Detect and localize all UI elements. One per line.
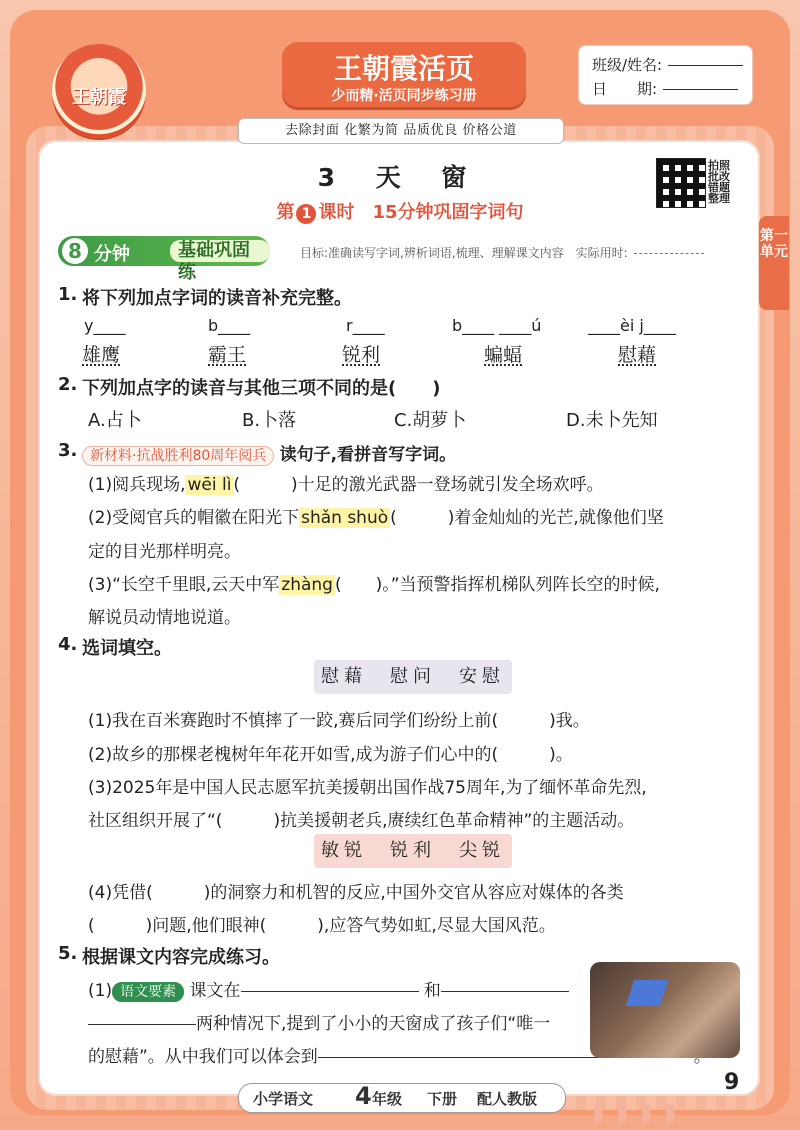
section-target xyxy=(300,244,704,261)
class-name-field[interactable] xyxy=(668,65,743,66)
student-info-box xyxy=(578,45,753,105)
q3-heading xyxy=(82,440,456,465)
q4-number: 4. xyxy=(58,634,78,655)
date-field[interactable] xyxy=(663,89,738,90)
minutes-number: 8 xyxy=(62,238,88,264)
logo-text: 王朝霞 xyxy=(72,87,126,108)
footer-grade-text: 年级 xyxy=(372,1090,403,1108)
q5-blank-2[interactable] xyxy=(441,991,569,992)
q2-option-c[interactable]: C.胡萝卜 xyxy=(394,410,467,431)
q5-line-1: (1) 语文要素 课文在 和 xyxy=(88,976,569,1001)
q2-option-b[interactable]: B.卜落 xyxy=(242,410,297,431)
class-name-row xyxy=(592,54,743,75)
q1-number: 1. xyxy=(58,284,78,305)
footer-edition: 配人教版 xyxy=(477,1090,538,1108)
motto: 去除封面 化繁为简 品质优良 价格公道 xyxy=(238,118,564,144)
lesson-title: 3 天 窗 xyxy=(317,163,483,192)
qr-caption: 拍照批改 错题整理 xyxy=(708,159,730,205)
q4-sentence-3a: (3)2025年是中国人民志愿军抗美援朝出国作战75周年,为了缅怀革命先烈, xyxy=(88,778,647,798)
q3-pinyin-1: wēi lì xyxy=(187,475,232,495)
target-text: 目标:准确读写字词,辨析词语,梳理、理解课文内容 实际用时: xyxy=(300,246,628,260)
q3-line-1: (1)阅兵现场, wēi lì ( )十足的激光武器一登场就引发全场欢呼。 xyxy=(88,475,604,495)
q1-pinyin-3[interactable]: r____ xyxy=(346,316,385,335)
skylight-photo xyxy=(590,962,740,1058)
q5-line-2: 两种情况下,提到了小小的天窗成了孩子们“唯一 xyxy=(88,1009,550,1034)
q5-blank-1[interactable] xyxy=(241,991,419,992)
q1-pinyin-5[interactable]: ____èi j____ xyxy=(588,316,676,335)
q1-pinyin-1[interactable]: y____ xyxy=(84,316,126,335)
actual-time-field[interactable] xyxy=(634,253,704,254)
unit-side-tab: 第一单元 xyxy=(759,216,789,310)
q3-line-5: 解说员动情地说道。 xyxy=(88,608,241,628)
brand-banner xyxy=(282,42,526,110)
q1-word-4: 蝙蝠 xyxy=(484,344,523,366)
q4-title: 选词填空。 xyxy=(82,638,172,659)
q1-pinyin-2[interactable]: b____ xyxy=(208,316,251,335)
q3-title: 读句子,看拼音写字词。 xyxy=(279,445,457,465)
q3-tag: 新材料·抗战胜利80周年阅兵 xyxy=(82,446,274,466)
q3-pinyin-3: zhàng xyxy=(281,575,333,595)
lesson-number-badge: 1 xyxy=(296,204,316,224)
q5-line-3: 的慰藉”。从中我们可以体会到 xyxy=(88,1042,711,1067)
q4-sentence-4a: (4)凭借( )的洞察力和机智的反应,中国外交官从容应对媒体的各类 xyxy=(88,883,624,903)
q1-word-2: 霸王 xyxy=(208,344,247,366)
minutes-text: 分钟 xyxy=(94,244,130,265)
q1-pinyin-4[interactable]: b____ ____ú xyxy=(452,316,542,335)
footer-badge xyxy=(238,1083,566,1113)
q1-word-3: 锐利 xyxy=(342,344,381,366)
q5-tag: 语文要素 xyxy=(112,982,184,1002)
q3-pinyin-2: shǎn shuò xyxy=(301,508,389,528)
q5-title: 根据课文内容完成练习。 xyxy=(82,947,280,968)
subtitle-suffix: 课时 15分钟巩固字词句 xyxy=(318,202,524,223)
q1-word-1: 雄鹰 xyxy=(82,344,121,366)
subtitle-prefix: 第 xyxy=(276,202,295,223)
page-number: 9 xyxy=(724,1070,740,1095)
q2-option-d[interactable]: D.未卜先知 xyxy=(566,410,658,431)
brand-title: 王朝霞活页 xyxy=(333,52,474,85)
section-badge xyxy=(58,236,270,283)
footer-term: 下册 xyxy=(427,1090,458,1108)
skylight-window xyxy=(626,980,668,1006)
footer-subject: 小学语文 xyxy=(253,1090,314,1108)
q2-option-a[interactable]: A.占卜 xyxy=(88,410,142,431)
q4-sentence-1: (1)我在百米赛跑时不慎摔了一跤,赛后同学们纷纷上前( )我。 xyxy=(88,711,590,731)
q4-sentence-2: (2)故乡的那棵老槐树年年花开如雪,成为游子们心中的( )。 xyxy=(88,745,573,765)
q3-number: 3. xyxy=(58,440,78,461)
q3-line-4: (3)“长空千里眼,云天中军 zhàng ( )。”当预警指挥机梯队列阵长空的时候, xyxy=(88,575,660,595)
q5-number: 5. xyxy=(58,943,78,964)
class-name-label: 班级/姓名: xyxy=(592,56,663,74)
footer-grade: 4 xyxy=(355,1082,372,1110)
qr-code-icon[interactable] xyxy=(656,158,706,208)
q3-line-2: (2)受阅官兵的帽徽在阳光下 shǎn shuò ( )着金灿灿的光芒,就像他们坚 xyxy=(88,508,664,528)
section-name: 基础巩固练 xyxy=(170,240,270,262)
word-bank-1: 慰藉 慰问 安慰 xyxy=(314,660,512,694)
q1-word-5: 慰藉 xyxy=(618,344,657,366)
q3-line-3: 定的目光那样明亮。 xyxy=(88,542,241,562)
word-bank-2: 敏锐 锐利 尖锐 xyxy=(314,834,512,868)
q2-title: 下列加点字的读音与其他三项不同的是( ) xyxy=(82,378,441,399)
date-label: 日 期: xyxy=(592,80,658,98)
q1-title: 将下列加点字词的读音补充完整。 xyxy=(82,288,352,309)
q5-blank-3[interactable] xyxy=(88,1024,196,1025)
decorative-bars xyxy=(594,1104,684,1122)
q4-sentence-3b: 社区组织开展了“( )抗美援朝老兵,赓续红色革命精神”的主题活动。 xyxy=(88,811,635,831)
q4-sentence-4b: ( )问题,他们眼神( ),应答气势如虹,尽显大国风范。 xyxy=(88,916,556,936)
series-subtitle: 少而精·活页同步练习册 xyxy=(331,88,477,104)
date-row xyxy=(592,78,738,99)
q2-number: 2. xyxy=(58,374,78,395)
